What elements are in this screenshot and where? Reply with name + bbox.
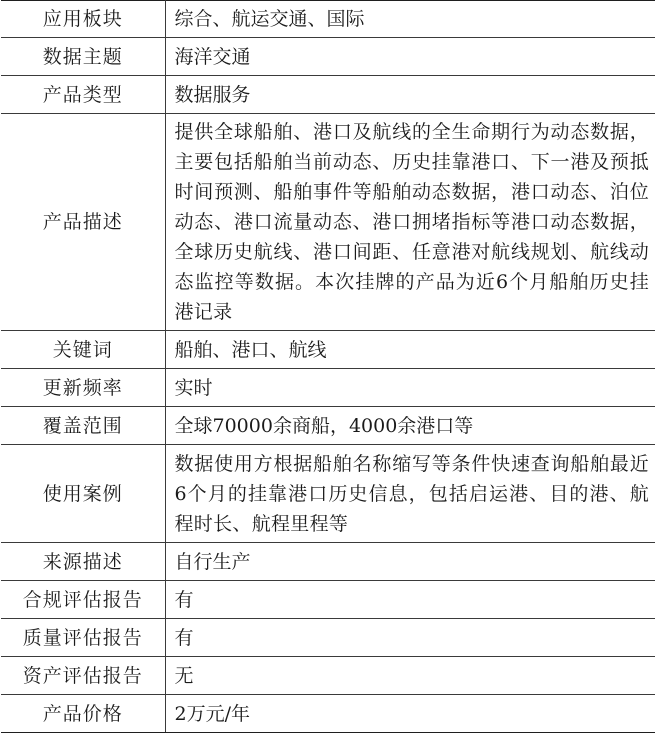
row-value-source-description: 自行生产 <box>165 543 655 581</box>
table-row <box>1 445 655 543</box>
row-value-update-frequency: 实时 <box>165 369 655 407</box>
row-label-update-frequency: 更新频率 <box>1 369 165 407</box>
table-row <box>1 38 655 76</box>
row-label-use-case: 使用案例 <box>1 445 165 543</box>
table-row <box>1 407 655 445</box>
row-label-asset-report: 资产评估报告 <box>1 657 165 695</box>
table-row <box>1 543 655 581</box>
row-value-use-case: 数据使用方根据船舶名称缩写等条件快速查询船舶最近6个月的挂靠港口历史信息，包括启运港、目的港、航程时长、航程里程等 <box>165 445 655 543</box>
row-value-product-type: 数据服务 <box>165 76 655 114</box>
row-value-compliance-report: 有 <box>165 581 655 619</box>
table-row <box>1 1 655 38</box>
row-label-keywords: 关键词 <box>1 331 165 369</box>
row-label-data-theme: 数据主题 <box>1 38 165 76</box>
table-row <box>1 76 655 114</box>
row-label-source-description: 来源描述 <box>1 543 165 581</box>
table-row <box>1 581 655 619</box>
row-label-application-sector: 应用板块 <box>1 1 165 38</box>
row-label-product-price: 产品价格 <box>1 695 165 733</box>
row-label-product-type: 产品类型 <box>1 76 165 114</box>
row-label-quality-report: 质量评估报告 <box>1 619 165 657</box>
table-row <box>1 619 655 657</box>
table-row <box>1 114 655 331</box>
row-value-quality-report: 有 <box>165 619 655 657</box>
row-value-application-sector: 综合、航运交通、国际 <box>165 1 655 38</box>
table-row <box>1 331 655 369</box>
row-value-data-theme: 海洋交通 <box>165 38 655 76</box>
row-label-product-description: 产品描述 <box>1 114 165 331</box>
table-row <box>1 695 655 733</box>
row-label-coverage: 覆盖范围 <box>1 407 165 445</box>
row-label-compliance-report: 合规评估报告 <box>1 581 165 619</box>
row-value-coverage: 全球70000余商船，4000余港口等 <box>165 407 655 445</box>
row-value-product-description: 提供全球船舶、港口及航线的全生命期行为动态数据，主要包括船舶当前动态、历史挂靠港口、下一港及预抵时间预测、船舶事件等船舶动态数据，港口动态、泊位动态、港口流量动态、港口拥堵指标等港口动态数据，全球历史航线、港口间距、任意港对航线规划、航线动态监控等数据。本次挂牌的产品为近6个月船舶历史挂港记录 <box>165 114 655 331</box>
table-row <box>1 369 655 407</box>
table-row <box>1 657 655 695</box>
row-value-keywords: 船舶、港口、航线 <box>165 331 655 369</box>
product-info-table <box>1 0 655 733</box>
row-value-product-price: 2万元/年 <box>165 695 655 733</box>
row-value-asset-report: 无 <box>165 657 655 695</box>
